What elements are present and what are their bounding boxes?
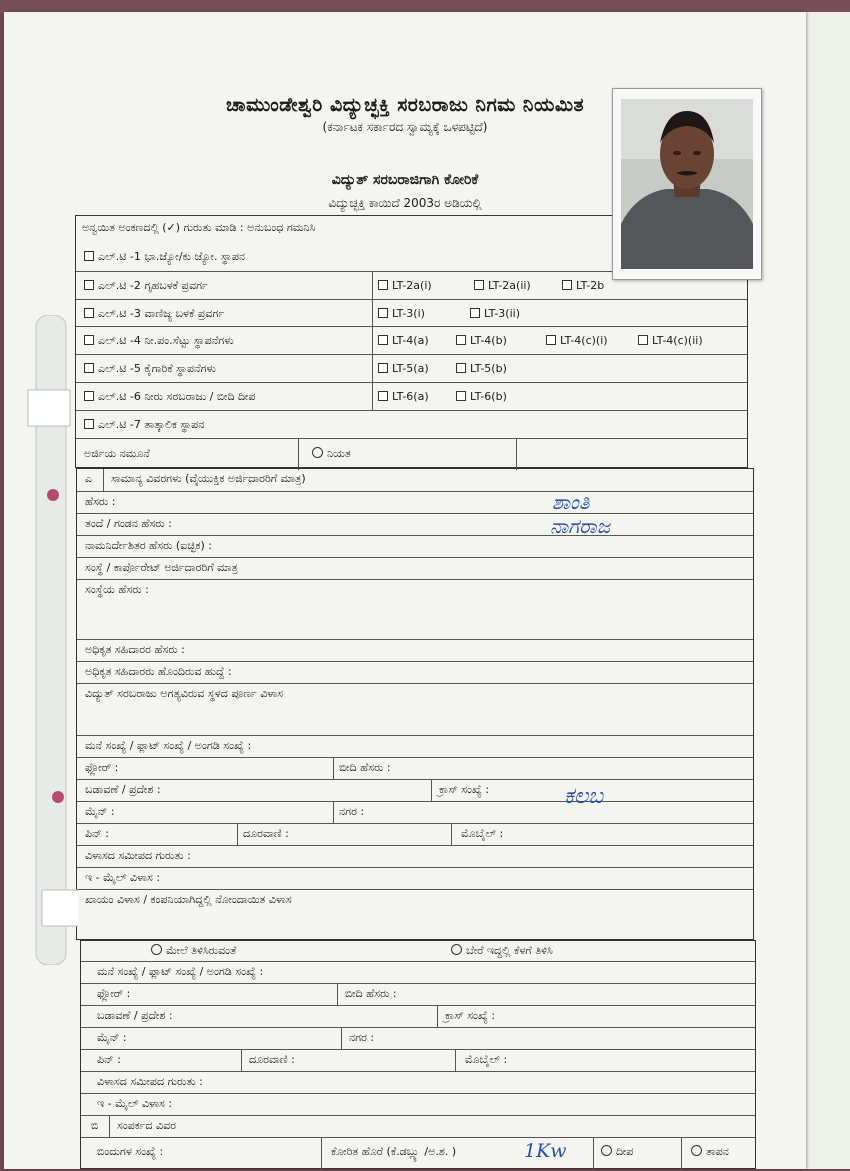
- checkbox-icon: [84, 391, 94, 401]
- application-type-label: ಅರ್ಜಿಯ ನಮೂನೆ: [84, 447, 150, 460]
- section-b-header: [81, 1115, 755, 1138]
- application-type-option[interactable]: [312, 447, 351, 461]
- floor-label: ಫ್ಲೋರ್ :: [85, 761, 119, 774]
- section-a-marker: ಎ: [85, 472, 93, 485]
- tariff-subcategory-label: LT-2a(i): [392, 278, 432, 292]
- org-name-row[interactable]: [77, 579, 753, 640]
- checkbox-icon: [378, 308, 388, 318]
- org-name-label: ಸಂಸ್ಥೆಯ ಹೆಸರು :: [85, 583, 149, 596]
- street-label: ಬೀದಿ ಹೆಸರು :: [339, 761, 391, 774]
- main-city-row[interactable]: [77, 801, 753, 824]
- handwritten-name: ಶಾಂತಿ: [552, 490, 590, 514]
- heating-option[interactable]: [691, 1145, 729, 1159]
- lamp-option[interactable]: [601, 1145, 633, 1159]
- tariff-subcategory-label: LT-6(b): [470, 390, 507, 403]
- address-heading-row: [77, 683, 753, 736]
- radio-icon: [451, 944, 462, 955]
- tariff-category-option[interactable]: [84, 362, 216, 376]
- tariff-subcategory-option[interactable]: [378, 307, 425, 320]
- father-name-label: ತಂದೆ / ಗಂಡನ ಹೆಸರು :: [85, 517, 172, 530]
- perm-pin-row[interactable]: [81, 1049, 755, 1072]
- perm-mobile-label: ಮೊಬೈಲ್ :: [465, 1053, 508, 1066]
- tariff-category-option[interactable]: [84, 250, 245, 264]
- house-number-row[interactable]: [77, 735, 753, 758]
- checkbox-icon: [474, 280, 484, 290]
- handwritten-load: 1Kw: [524, 1140, 567, 1162]
- perm-phone-label: ದೂರವಾಣಿ :: [249, 1053, 295, 1066]
- org-heading: ಸಂಸ್ಥೆ / ಕಾರ್ಪೊರೇಟ್ ಅರ್ಜಿದಾರರಿಗೆ ಮಾತ್ರ: [85, 561, 238, 574]
- perm-email-row[interactable]: [81, 1093, 755, 1116]
- section-a-heading: ಸಾಮಾನ್ಯ ವಿವರಗಳು (ವೈಯುಕ್ತಿಕ ಅರ್ಜಿದಾರರಿಗೆ ಮಾತ್ರ): [111, 472, 306, 485]
- father-name-row[interactable]: [77, 513, 753, 536]
- checkbox-icon: [378, 335, 388, 345]
- designation-label: ಅಧಿಕೃತ ಸಹಿದಾರರು ಹೊಂದಿರುವ ಹುದ್ದೆ :: [85, 665, 232, 678]
- tariff-subcategory-option[interactable]: [378, 334, 429, 347]
- area-cross-row[interactable]: [77, 779, 753, 802]
- phone-label: ದೂರವಾಣಿ :: [243, 827, 289, 840]
- address-choice-row: [81, 941, 755, 961]
- tariff-subcategory-label: LT-2b: [576, 278, 605, 292]
- perm-house-label: ಮನೆ ಸಂಖ್ಯೆ / ಫ್ಲಾಟ್ ಸಂಖ್ಯೆ / ಅಂಗಡಿ ಸಂಖ್ಯೆ :: [97, 965, 264, 978]
- tariff-category-label: ಎಲ್.ಟಿ -2 ಗೃಹಬಳಕೆ ಪ್ರವರ್ಗ: [98, 278, 208, 292]
- same-as-above-option[interactable]: [151, 944, 236, 958]
- tariff-instruction: ಅನ್ವಯಿತ ಅಂಕಣದಲ್ಲಿ (✓) ಗುರುತು ಮಾಡಿ : ಅನುಬಂಧ ಗಮನಿಸಿ: [82, 221, 316, 234]
- tariff-subcategory-option[interactable]: [470, 307, 520, 320]
- checkbox-icon: [84, 308, 94, 318]
- same-as-above-label: ಮೇಲೆ ತಿಳಿಸಿರುವಂತೆ: [166, 944, 237, 957]
- perm-house-row[interactable]: [81, 961, 755, 984]
- checkbox-icon: [638, 335, 648, 345]
- tariff-subcategory-label: LT-4(b): [470, 334, 507, 348]
- checkbox-icon: [456, 335, 466, 345]
- applicant-photo: [612, 88, 762, 280]
- tariff-subcategory-label: LT-5(b): [470, 362, 507, 376]
- checkbox-icon: [562, 280, 572, 290]
- tariff-category-label: ಎಲ್.ಟಿ -4 ನೀ.ಪಂ.ಸೆಟ್ಟು ಸ್ಥಾಪನೆಗಳು: [98, 334, 234, 348]
- permanent-address-table: [80, 940, 756, 1169]
- tariff-subcategory-option[interactable]: [474, 279, 531, 292]
- radio-icon: [691, 1145, 702, 1156]
- different-address-option[interactable]: [451, 944, 553, 958]
- tariff-row: [76, 354, 747, 383]
- form-title: ವಿದ್ಯುತ್ ಸರಬರಾಜಿಗಾಗಿ ಕೋರಿಕೆ: [331, 172, 479, 188]
- tariff-category-option[interactable]: [84, 334, 234, 348]
- perm-area-label: ಬಡಾವಣೆ / ಪ್ರದೇಶ :: [97, 1009, 173, 1022]
- perm-email-label: ಇ - ಮೈಲ್ ವಿಳಾಸ :: [97, 1097, 173, 1110]
- tariff-category-label: ಎಲ್.ಟಿ -7 ತಾತ್ಕಾಲಿಕ ಸ್ಥಾಪನ: [98, 417, 205, 431]
- tariff-subcategory-label: LT-2a(ii): [488, 278, 531, 292]
- tariff-subcategory-label: LT-3(ii): [484, 306, 520, 320]
- tariff-category-option[interactable]: [84, 390, 255, 404]
- tariff-subcategory-option[interactable]: [378, 390, 429, 403]
- section-b-marker: ಬಿ: [91, 1119, 99, 1132]
- checkbox-icon: [378, 363, 388, 373]
- designation-row[interactable]: [77, 661, 753, 684]
- general-details-table: [76, 468, 754, 940]
- perm-main-label: ಮೈನ್ :: [97, 1031, 127, 1044]
- folder-edge: [0, 0, 850, 12]
- landmark-label: ವಿಳಾಸದ ಸಮೀಪದ ಗುರುತು :: [85, 849, 191, 862]
- tariff-category-label: ಎಲ್.ಟಿ -5 ಕೈಗಾರಿಕೆ ಸ್ಥಾಪನೆಗಳು: [98, 362, 217, 376]
- checkbox-icon: [378, 280, 388, 290]
- radio-icon: [312, 447, 323, 458]
- checkbox-icon: [546, 335, 556, 345]
- perm-floor-label: ಫ್ಲೋರ್ :: [97, 987, 131, 1000]
- tariff-subcategory-option[interactable]: [562, 279, 604, 292]
- house-number-label: ಮನೆ ಸಂಖ್ಯೆ / ಫ್ಲಾಟ್ ಸಂಖ್ಯೆ / ಅಂಗಡಿ ಸಂಖ್ಯೆ :: [85, 739, 252, 752]
- email-row[interactable]: [77, 867, 753, 890]
- checkbox-icon: [84, 363, 94, 373]
- floor-street-row[interactable]: [77, 757, 753, 780]
- tariff-subcategory-option[interactable]: [456, 390, 507, 403]
- radio-icon: [151, 944, 162, 955]
- tariff-subcategory-label: LT-4(c)(i): [560, 334, 608, 348]
- org-name: ಚಾಮುಂಡೇಶ್ವರಿ ವಿದ್ಯುಚ್ಛಕ್ತಿ ಸರಬರಾಜು ನಿಗಮ ನಿಯಮಿತ: [225, 94, 585, 116]
- checkbox-icon: [84, 251, 94, 261]
- section-b-heading: ಸಂಪರ್ಕದ ವಿವರ: [117, 1119, 176, 1132]
- heating-label: ತಾಪನ: [706, 1145, 729, 1158]
- binder-strip: [20, 315, 78, 965]
- tariff-subcategory-label: LT-4(a): [392, 334, 429, 348]
- tariff-subcategory-option[interactable]: [546, 334, 608, 347]
- application-type-value: ನಿಯತ: [327, 447, 351, 460]
- tariff-subcategory-option[interactable]: [456, 362, 507, 375]
- perm-main-row[interactable]: [81, 1027, 755, 1050]
- tariff-subcategory-label: LT-4(c)(ii): [652, 334, 703, 348]
- name-row[interactable]: [77, 491, 753, 514]
- section-a-header: [77, 469, 753, 491]
- org-subtitle: (ಕರ್ನಾಟಕ ಸರ್ಕಾರದ ಸ್ವಾಮ್ಯಕ್ಕೆ ಒಳಪಟ್ಟಿದೆ): [322, 120, 488, 134]
- tariff-category-label: ಎಲ್.ಟಿ -3 ವಾಣಿಜ್ಯ ಬಳಕೆ ಪ್ರವರ್ಗ: [98, 306, 225, 320]
- pin-label: ಪಿನ್ :: [85, 827, 109, 840]
- perm-area-row[interactable]: [81, 1005, 755, 1028]
- points-label: ಬಿಂದುಗಳ ಸಂಖ್ಯೆ :: [97, 1145, 164, 1158]
- tariff-category-option[interactable]: [84, 279, 208, 293]
- perm-street-label: ಬೀದಿ ಹೆಸರು :: [345, 987, 397, 1000]
- checkbox-icon: [470, 308, 480, 318]
- different-address-label: ಬೇರೆ ಇದ್ದಲ್ಲಿ ಕೆಳಗೆ ತಿಳಿಸಿ: [466, 944, 553, 957]
- landmark-row[interactable]: [77, 845, 753, 868]
- checkbox-icon: [84, 419, 94, 429]
- perm-city-label: ನಗರ :: [349, 1031, 375, 1044]
- radio-icon: [601, 1145, 612, 1156]
- area-label: ಬಡಾವಣೆ / ಪ್ರದೇಶ :: [85, 783, 161, 796]
- signatory-row[interactable]: [77, 639, 753, 662]
- perm-landmark-label: ವಿಳಾಸದ ಸಮೀಪದ ಗುರುತು :: [97, 1075, 203, 1088]
- handwritten-city: ಕಲಬ: [564, 784, 604, 809]
- checkbox-icon: [84, 335, 94, 345]
- city-label: ನಗರ :: [339, 805, 365, 818]
- pin-phone-row[interactable]: [77, 823, 753, 846]
- tariff-row: [76, 410, 747, 439]
- permanent-address-heading: ಖಾಯಂ ವಿಳಾಸ / ಕಂಪನಿಯಾಗಿದ್ದಲ್ಲಿ ನೋಂದಾಯಿತ ವಿಳಾಸ: [85, 893, 292, 906]
- nominee-row[interactable]: [77, 535, 753, 558]
- mobile-label: ಮೊಬೈಲ್ :: [461, 827, 504, 840]
- nominee-label: ನಾಮನಿರ್ದೇಶಿತರ ಹೆಸರು (ಐಚ್ಛಿಕ) :: [85, 539, 212, 552]
- checkbox-icon: [378, 391, 388, 401]
- permanent-address-row: [77, 889, 753, 942]
- address-heading: ವಿದ್ಯುತ್ ಸರಬರಾಜು ಅಗತ್ಯವಿರುವ ಸ್ಥಳದ ಪೂರ್ಣ ವಿಳಾಸ: [85, 687, 283, 700]
- tariff-subcategory-option[interactable]: [456, 334, 507, 347]
- signatory-label: ಅಧಿಕೃತ ಸಹಿದಾರರ ಹೆಸರು :: [85, 643, 185, 656]
- tariff-category-option[interactable]: [84, 418, 204, 432]
- perm-floor-row[interactable]: [81, 983, 755, 1006]
- tariff-category-option[interactable]: [84, 307, 224, 321]
- lamp-label: ದೀಪ: [616, 1145, 634, 1158]
- connection-row: [81, 1137, 755, 1171]
- org-heading-row: [77, 557, 753, 580]
- checkbox-icon: [84, 280, 94, 290]
- application-type-row: [76, 438, 747, 470]
- handwritten-father-name: ನಾಗರಾಜ: [550, 514, 611, 538]
- tariff-row: [76, 382, 747, 411]
- email-label: ಇ - ಮೈಲ್ ವಿಳಾಸ :: [85, 871, 161, 884]
- binder-clip-icon: [20, 315, 78, 965]
- main-label: ಮೈನ್ :: [85, 805, 115, 818]
- tariff-row: [76, 326, 747, 355]
- tariff-subcategory-label: LT-6(a): [392, 390, 429, 403]
- checkbox-icon: [456, 391, 466, 401]
- tariff-subcategory-label: LT-3(i): [392, 306, 425, 320]
- tariff-row: [76, 299, 747, 328]
- perm-cross-label: ಕ್ರಾಸ್ ಸಂಖ್ಯೆ :: [445, 1009, 496, 1022]
- name-label: ಹೆಸರು :: [85, 495, 116, 508]
- tariff-category-label: ಎಲ್.ಟಿ -6 ನೀರು ಸರಬರಾಜು / ಬೀದಿ ದೀಪ: [98, 390, 256, 403]
- form-subtitle: ವಿದ್ಯುಚ್ಛಕ್ತಿ ಕಾಯಿದೆ 2003ರ ಅಡಿಯಲ್ಲಿ: [328, 196, 482, 210]
- checkbox-icon: [456, 363, 466, 373]
- tariff-category-label: ಎಲ್.ಟಿ -1 ಭಾ.ಜ್ಯೋ/ಕು ಜ್ಯೋ. ಸ್ಥಾಪನ: [98, 250, 246, 263]
- perm-landmark-row[interactable]: [81, 1071, 755, 1094]
- person-photo-icon: [621, 99, 753, 269]
- tariff-subcategory-option[interactable]: [638, 334, 703, 347]
- tariff-subcategory-option[interactable]: [378, 362, 429, 375]
- tariff-subcategory-label: LT-5(a): [392, 362, 429, 376]
- perm-pin-label: ಪಿನ್ :: [97, 1053, 121, 1066]
- tariff-subcategory-option[interactable]: [378, 279, 432, 292]
- load-label: ಕೋರಿತ ಹೊರೆ (ಕೆ.ಡಬ್ಲ್ಯು /ಅ.ಶ. ): [331, 1145, 457, 1158]
- cross-label: ಕ್ರಾಸ್ ಸಂಖ್ಯೆ :: [439, 783, 490, 796]
